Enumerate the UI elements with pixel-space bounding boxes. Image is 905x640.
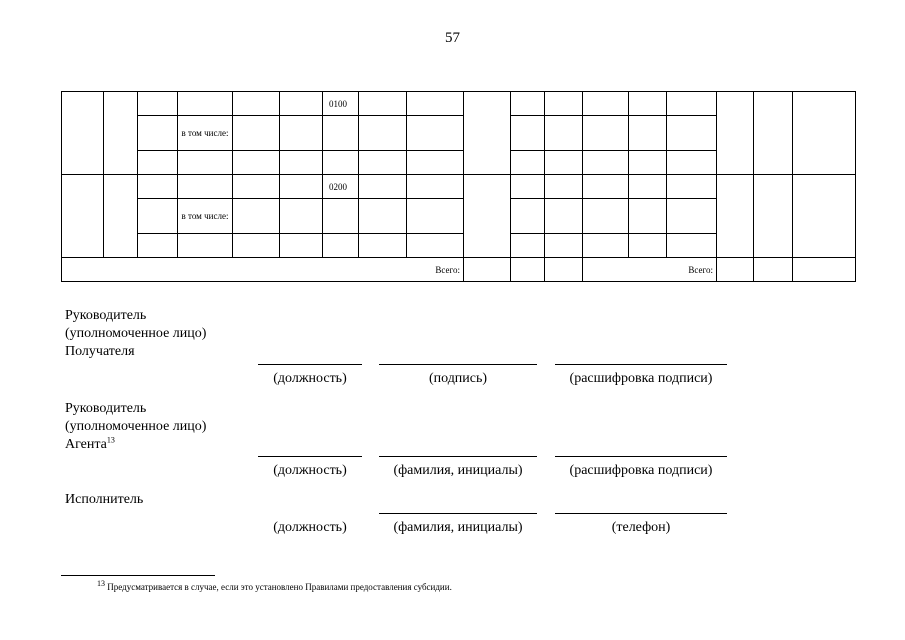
caption-position: (должность) [273, 520, 347, 535]
footnote-ref: 13 [106, 435, 115, 445]
including-label: в том числе: [178, 116, 233, 151]
data-table [61, 91, 856, 282]
agent-head-title: Руководитель (уполномоченное лицо) Агента$^{13}$ [65, 401, 207, 452]
phone-line [555, 513, 727, 514]
position-line [258, 364, 362, 365]
recipient-head-title: Руководитель (уполномоченное лицо) Получателя [65, 308, 207, 359]
name-line [379, 456, 537, 457]
caption-position: (должность) [273, 371, 347, 386]
total-label-left: Всего: [62, 258, 464, 282]
total-row [62, 258, 856, 282]
footnote-number: 13 [97, 579, 105, 588]
footnote-divider [61, 575, 215, 576]
executor-title: Исполнитель [65, 492, 144, 507]
page-number: 57 [445, 30, 460, 46]
row-code: 0200 [323, 175, 359, 199]
signature-line [379, 364, 537, 365]
decoding-line [555, 364, 727, 365]
caption-decoding: (расшифровка подписи) [569, 371, 713, 386]
total-label-right: Всего: [583, 258, 717, 282]
caption-name: (фамилия, инициалы) [393, 463, 523, 478]
caption-signature: (подпись) [428, 371, 488, 386]
decoding-line [555, 456, 727, 457]
caption-position: (должность) [273, 463, 347, 478]
footnote-text: Предусматривается в случае, если это установлено Правилами предоставления субсидии. [107, 582, 452, 592]
caption-phone: (телефон) [611, 520, 671, 535]
table-row [62, 92, 856, 116]
including-label: в том числе: [178, 199, 233, 234]
table-row [62, 175, 856, 199]
name-line [379, 513, 537, 514]
footnote [97, 579, 452, 592]
caption-name: (фамилия, инициалы) [393, 520, 523, 535]
row-code: 0100 [323, 92, 359, 116]
position-line [258, 456, 362, 457]
caption-decoding: (расшифровка подписи) [569, 463, 713, 478]
